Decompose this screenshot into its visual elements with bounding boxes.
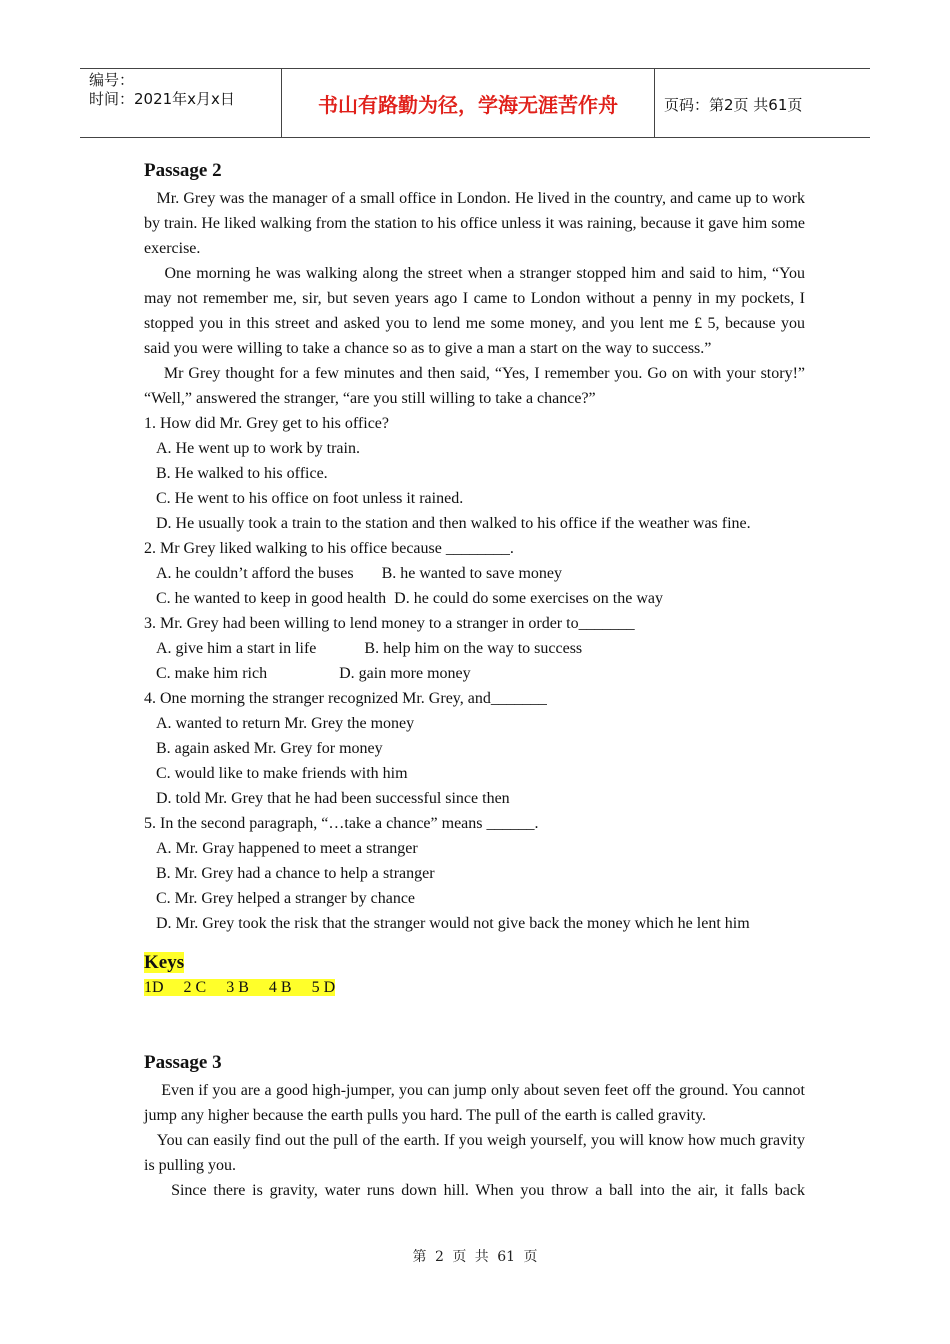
question-4-option: B. again asked Mr. Grey for money	[156, 740, 383, 757]
question-4-option: A. wanted to return Mr. Grey the money	[156, 715, 415, 732]
keys-title-text: Keys	[144, 952, 185, 973]
question-1-option: D. He usually took a train to the station and then walked to his office if the weather was fine.	[156, 515, 751, 532]
question-3: 3. Mr. Grey had been willing to lend money to a stranger in order to_______	[144, 615, 635, 632]
question-4-option: D. told Mr. Grey that he had been successful since then	[156, 790, 510, 807]
question-4-option: C. would like to make friends with him	[156, 765, 408, 782]
question-3-option: C. make him rich D. gain more money	[156, 665, 471, 682]
keys-answers	[144, 975, 805, 1000]
question-2-option: C. he wanted to keep in good health D. he could do some exercises on the way	[156, 590, 663, 607]
question-1: 1. How did Mr. Grey get to his office?	[144, 415, 389, 432]
question-5-option: B. Mr. Grey had a chance to help a stranger	[156, 865, 435, 882]
question-5-option: C. Mr. Grey helped a stranger by chance	[156, 890, 416, 907]
keys-answers-text: 1D 2 C 3 B 4 B 5 D	[144, 979, 336, 996]
keys-title	[144, 950, 805, 975]
passage-2-title: Passage 2	[144, 160, 222, 181]
motto: 书山有路勤为径，学海无涯苦作舟	[282, 69, 655, 137]
question-5-option: D. Mr. Grey took the risk that the stranger would not give back the money which he lent him	[156, 915, 750, 932]
footer-di: 第	[412, 1249, 427, 1265]
question-2: 2. Mr Grey liked walking to his office because ________.	[144, 540, 514, 557]
number-label: 编号：	[89, 71, 135, 89]
passage-3-paragraph: You can easily find out the pull of the earth. If you weigh yourself, you will know how much gravity is pulling you.	[144, 1132, 810, 1174]
passage-3-paragraph: Even if you are a good high-jumper, you can jump only about seven feet off the ground. You cannot jump any higher because the earth pulls you hard. The pull of the earth is called gravity.	[144, 1082, 809, 1124]
page-code: 页码：第2页 共61页	[664, 96, 803, 114]
question-1-option: C. He went to his office on foot unless it rained.	[156, 490, 464, 507]
question-4: 4. One morning the stranger recognized Mr. Grey, and_______	[144, 690, 547, 707]
passage-3-title: Passage 3	[144, 1052, 222, 1073]
question-1-option: B. He walked to his office.	[156, 465, 328, 482]
question-5: 5. In the second paragraph, “…take a chance” means ______.	[144, 815, 539, 832]
header-info-cell	[80, 69, 282, 137]
passage-3-paragraph: Since there is gravity, water runs down hill. When you throw a ball into the air, it falls back	[144, 1182, 805, 1199]
question-1-option: A. He went up to work by train.	[156, 440, 360, 457]
page-header	[80, 68, 870, 138]
footer-total-pages: 61	[497, 1249, 516, 1265]
passage-2-paragraph: Mr Grey thought for a few minutes and then said, “Yes, I remember you. Go on with your story!” “Well,” answered the stranger, “are you still willing to take a chance?”	[144, 365, 810, 407]
page-footer	[0, 1246, 950, 1266]
footer-ye: 页	[452, 1249, 467, 1265]
footer-page-number: 2	[434, 1249, 444, 1265]
footer-gong: 共	[474, 1249, 489, 1265]
time-label: 时间：2021年x月x日	[89, 90, 235, 108]
passage-2-paragraph: Mr. Grey was the manager of a small office in London. He lived in the country, and came up to work by train. He liked walking from the station to his office unless it was raining, because it gave him some exercise.	[144, 190, 810, 257]
document-body	[144, 156, 810, 1203]
question-3-option: A. give him a start in life B. help him on the way to success	[156, 640, 583, 657]
question-5-option: A. Mr. Gray happened to meet a stranger	[156, 840, 418, 857]
passage-2-paragraph: One morning he was walking along the street when a stranger stopped him and said to him, “You may not remember me, sir, but seven years ago I came to London without a penny in my pockets, I stopped you in this street and asked you to lend me some money, and you lent me £ 5, because you said you were willing to take a chance so as to give a man a start on the way to success.”	[144, 265, 809, 357]
question-2-option: A. he couldn’t afford the buses B. he wanted to save money	[156, 565, 562, 582]
footer-ye: 页	[523, 1249, 538, 1265]
